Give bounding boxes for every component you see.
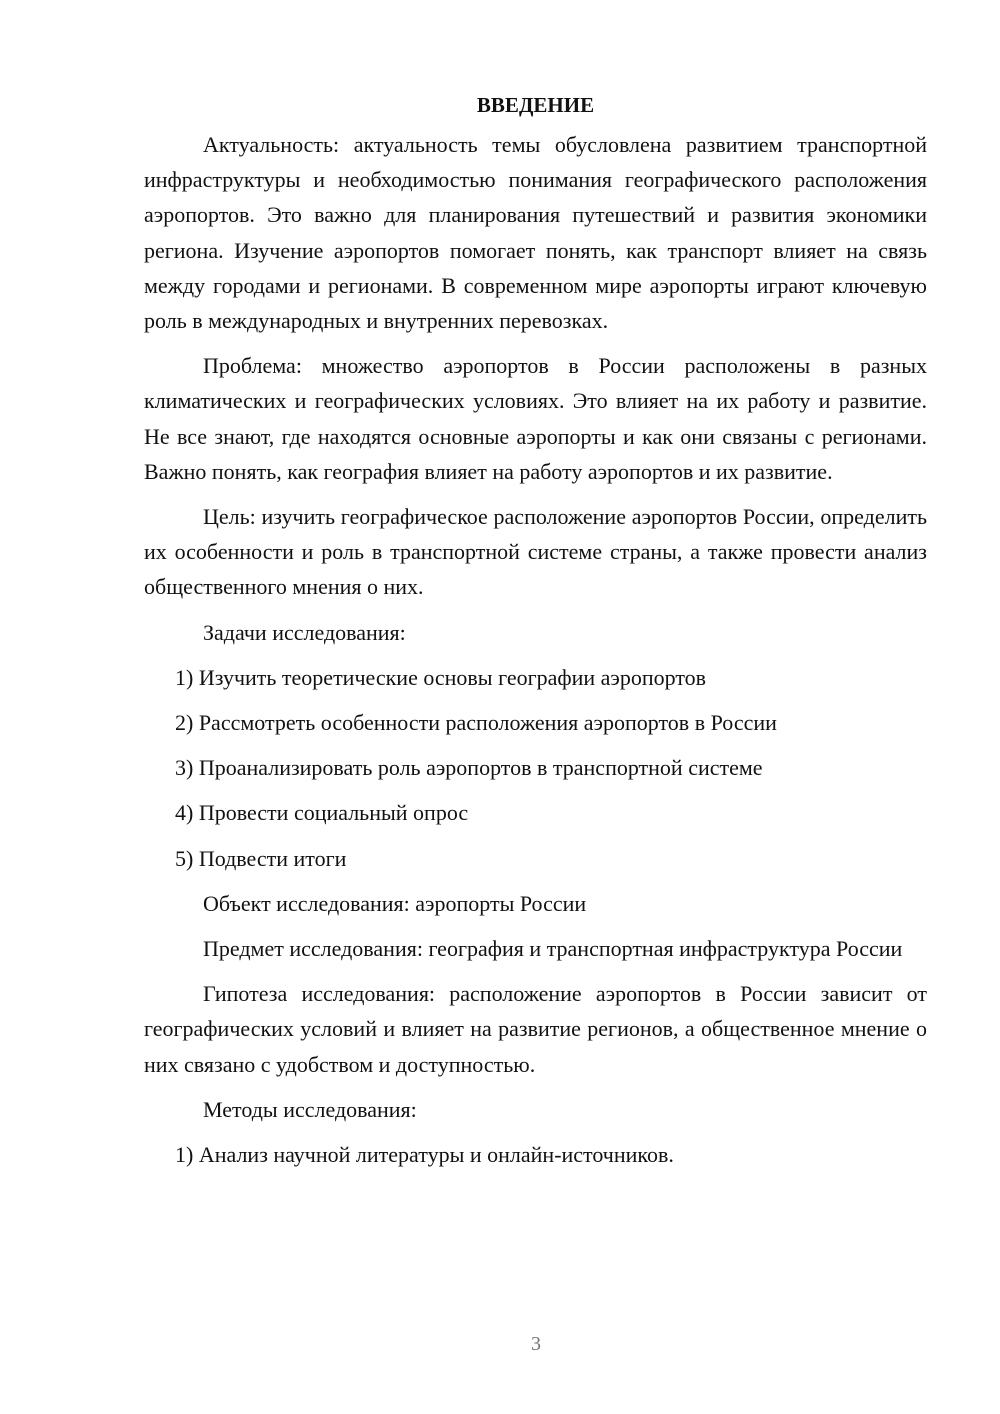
- document-page: [144, 90, 927, 1182]
- task-item: 2) Рассмотреть особенности расположения аэропортов в России: [175, 710, 777, 736]
- relevance-paragraph: Актуальность: актуальность темы обусловлена развитием транспортной инфраструктуры и необходимостью понимания географического расположения аэропортов. Это важно для планирования путешествий и развития экономики региона. Изучение аэропортов помогает понять, как транспорт влияет на связь между городами и регионами. В современном мире аэропорты играют ключевую роль в международных и внутренних перевозках.: [144, 132, 927, 334]
- page-number: 3: [531, 1333, 541, 1355]
- tasks-list: [144, 660, 927, 876]
- task-item: 5) Подвести итоги: [175, 845, 347, 871]
- object-line: Объект исследования: аэропорты России: [203, 890, 587, 916]
- task-item: 1) Изучить теоретические основы географии аэропортов: [175, 664, 707, 690]
- methods-heading: Методы исследования:: [203, 1096, 417, 1122]
- task-item: 4) Провести социальный опрос: [175, 800, 469, 826]
- hypothesis-paragraph: Гипотеза исследования: расположение аэропортов в России зависит от географических условий и влияет на развитие регионов, а общественное мнение о них связано с удобством и доступностью.: [144, 981, 927, 1077]
- task-item: 3) Проанализировать роль аэропортов в транспортной системе: [175, 755, 763, 781]
- goal-paragraph: Цель: изучить географическое расположение аэропортов России, определить их особенности и роль в транспортной системе страны, а также провести анализ общественного мнения о них.: [144, 504, 927, 600]
- section-title: ВВЕДЕНИЕ: [476, 93, 595, 117]
- problem-paragraph: Проблема: множество аэропортов в России расположены в разных климатических и географических условиях. Это влияет на их работу и развитие. Не все знают, где находятся основные аэропорты и как они связаны с регионами. Важно понять, как география влияет на работу аэропортов и их развитие.: [144, 353, 927, 484]
- methods-list: [144, 1137, 927, 1172]
- tasks-heading: Задачи исследования:: [203, 619, 406, 645]
- method-item: 1) Анализ научной литературы и онлайн-источников.: [175, 1142, 674, 1168]
- subject-paragraph: Предмет исследования: география и транспортная инфраструктура России: [203, 936, 903, 962]
